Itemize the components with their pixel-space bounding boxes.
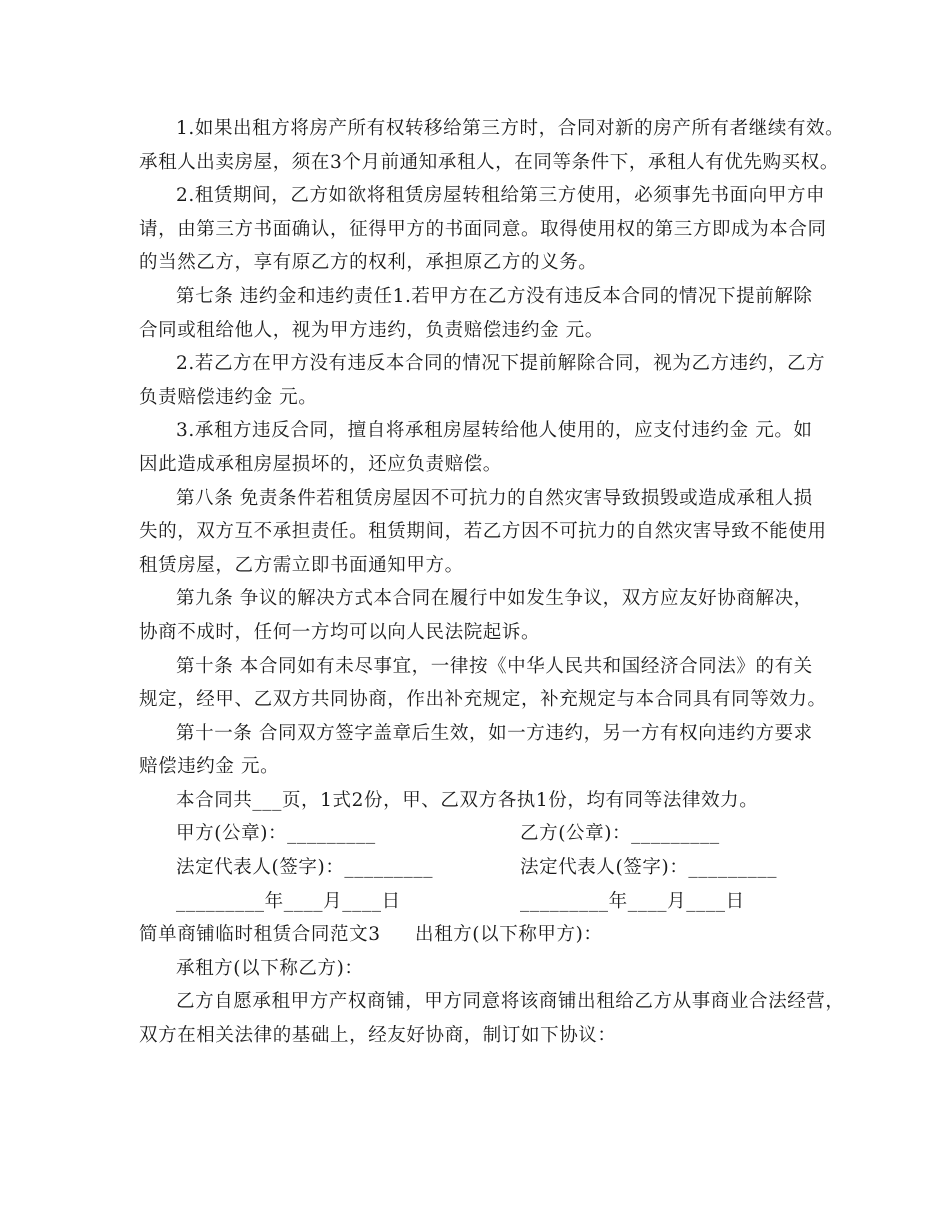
paragraph-line: 2.若乙方在甲方没有违反本合同的情况下提前解除合同，视为乙方违约，乙方 [176,353,826,375]
party-a-representative-field: 法定代表人(签字)：_________ [176,857,434,879]
paragraph-line: 1.如果出租方将房产所有权转移给第三方时，合同对新的房产所有者继续有效。 [176,118,845,139]
next-contract-header [139,918,829,952]
party-b-date-field: _________年____月____日 [520,890,745,912]
article-10-heading-line: 第十条 本合同如有未尽事宜，一律按《中华人民共和国经济合同法》的有关 [176,655,813,677]
paragraph-line: 承租人出卖房屋，须在3个月前通知承租人，在同等条件下，承租人有优先购买权。 [139,151,839,173]
paragraph-line: 2.租赁期间，乙方如欲将租赁房屋转租给第三方使用，必须事先书面向甲方申 [176,185,826,207]
paragraph-line: 赔偿违约金 元。 [139,756,280,778]
lessor-label: 出租方(以下称甲方)： [415,924,603,946]
article-9-heading-line: 第九条 争议的解决方式本合同在履行中如发生争议，双方应友好协商解决， [176,588,813,610]
signature-row-representative [139,851,829,885]
paragraph-line: 乙方自愿承租甲方产权商铺，甲方同意将该商铺出租给乙方从事商业合法经营， [176,991,845,1013]
signature-row-seal [139,817,829,851]
article-11-heading-line: 第十一条 合同双方签字盖章后生效，如一方违约，另一方有权向违约方要求 [176,722,813,744]
paragraph-line: 租赁房屋，乙方需立即书面通知甲方。 [139,554,464,576]
document-page [139,112,845,1053]
paragraph-line: 合同或租给他人，视为甲方违约，负责赔偿违约金 元。 [139,319,604,341]
party-a-date-field: _________年____月____日 [176,890,401,912]
party-b-representative-field: 法定代表人(签字)：_________ [520,857,778,879]
article-7-heading-line: 第七条 违约金和违约责任1.若甲方在乙方没有违反本合同的情况下提前解除 [176,285,813,307]
lessee-label: 承租方(以下称乙方)： [176,957,364,979]
signature-row-date [139,885,829,919]
paragraph-line: 双方在相关法律的基础上，经友好协商，制订如下协议： [139,1025,617,1047]
paragraph-line: 请，由第三方书面确认，征得甲方的书面同意。取得使用权的第三方即成为本合同 [139,218,827,240]
next-contract-title: 简单商铺临时租赁合同范文3 [139,924,381,946]
party-a-seal-field: 甲方(公章)：_________ [176,823,376,845]
paragraph-line: 协商不成时，任何一方均可以向人民法院起诉。 [139,621,541,643]
paragraph-line: 的当然乙方，享有原乙方的权利，承担原乙方的义务。 [139,252,598,274]
party-b-seal-field: 乙方(公章)：_________ [520,823,720,845]
article-8-heading-line: 第八条 免责条件若租赁房屋因不可抗力的自然灾害导致损毁或造成承租人损 [176,487,813,509]
paragraph-line: 失的，双方互不承担责任。租赁期间，若乙方因不可抗力的自然灾害导致不能使用 [139,521,827,543]
paragraph-line: 规定，经甲、乙双方共同协商，作出补充规定，补充规定与本合同具有同等效力。 [139,689,827,711]
copies-statement: 本合同共___页，1式2份，甲、乙双方各执1份，均有同等法律效力。 [176,789,759,811]
paragraph-line: 负责赔偿违约金 元。 [139,386,318,408]
paragraph-line: 因此造成承租房屋损坏的，还应负责赔偿。 [139,453,502,475]
paragraph-line: 3.承租方违反合同，擅自将承租房屋转给他人使用的，应支付违约金 元。如 [176,420,813,442]
